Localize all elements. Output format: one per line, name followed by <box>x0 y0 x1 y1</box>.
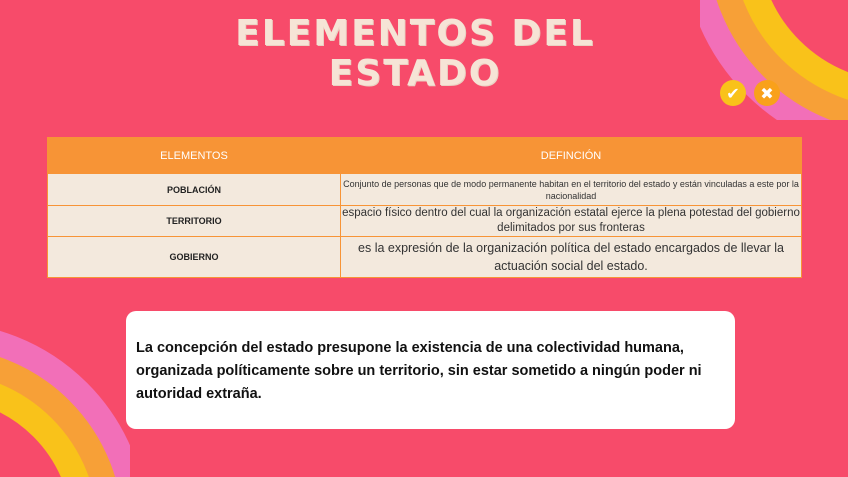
definition-cell: Conjunto de personas que de modo permanente habitan en el territorio del estado y están vinculadas a este por la nacionalidad <box>341 174 802 206</box>
definition-cell: es la expresión de la organización política del estado encargados de llevar la actuación social del estado. <box>341 237 802 278</box>
table-header-row <box>48 138 802 174</box>
note-card <box>126 311 735 429</box>
check-icon: ✔ <box>720 80 746 106</box>
table-row <box>48 174 802 206</box>
term-cell: TERRITORIO <box>48 206 341 237</box>
page-title <box>150 14 680 94</box>
table-row <box>48 206 802 237</box>
term-cell: POBLACIÓN <box>48 174 341 206</box>
column-header-definicion: DEFINCIÓN <box>341 138 802 174</box>
term-cell: GOBIERNO <box>48 237 341 278</box>
rainbow-decoration-bottom-left <box>0 330 130 477</box>
page-title-line-2: ESTADO <box>328 53 502 94</box>
table-row <box>48 237 802 278</box>
close-icon: ✖ <box>754 80 780 106</box>
definition-cell: espacio físico dentro del cual la organización estatal ejerce la plena potestad del gobierno delimitados por sus fronteras <box>341 206 802 237</box>
elements-table <box>47 137 802 278</box>
column-header-elementos: ELEMENTOS <box>48 138 341 174</box>
note-text: La concepción del estado presupone la existencia de una colectividad humana, organizada políticamente sobre un territorio, sin estar sometido a ningún poder ni autoridad extraña. <box>136 340 702 402</box>
page-title-line-1: ELEMENTOS DEL <box>235 13 595 54</box>
